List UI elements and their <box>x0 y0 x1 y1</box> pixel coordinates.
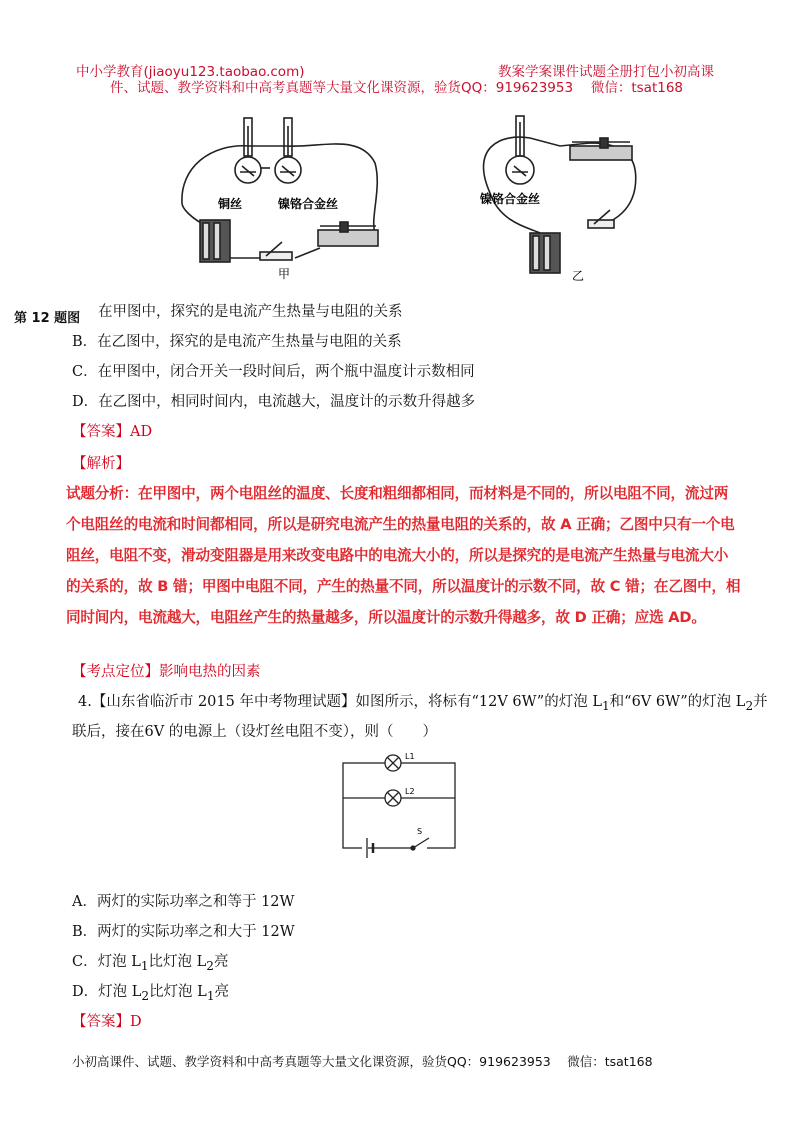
experiment-circuits-figure <box>170 108 660 288</box>
q4-option-c <box>72 950 228 973</box>
subscript: 1 <box>206 988 215 1003</box>
header-right: 教案学案课件试题全册打包小初高课 <box>498 64 714 80</box>
q3-knowledge-point <box>72 660 261 681</box>
label-jia: 甲 <box>278 267 291 281</box>
analysis-line: 的关系的，故 B 错；甲图中电阻不同，产生的热量不同，所以温度计的示数不同，故 C 错；在乙图中，相 <box>66 578 741 595</box>
header-line2: 件、试题、教学资料和中高考真题等大量文化课资源，验货QQ：919623953 微信：tsat168 <box>110 80 684 96</box>
q4-number: 4. <box>78 694 92 710</box>
q3-option-d: D．在乙图中，相同时间内，电流越大，温度计的示数升得越多 <box>72 394 476 410</box>
option-text: C．灯泡 L <box>72 954 141 970</box>
q4-answer-tag: 【答案】 <box>72 1014 130 1030</box>
subscript: 1 <box>601 698 610 713</box>
option-text: D．灯泡 L <box>72 984 142 1000</box>
q3-answer-tag: 【答案】 <box>72 424 130 440</box>
analysis-line: 个电阻丝的电流和时间都相同，所以是研究电流产生的热量电阻的关系的，故 A 正确；乙图中只有一个电 <box>66 516 735 533</box>
option-text: 亮 <box>214 984 229 1000</box>
label-nichrome-a: 镍铬合金丝 <box>278 197 339 211</box>
option-text: 比灯泡 L <box>148 954 207 970</box>
analysis-line: 阻丝，电阻不变，滑动变阻器是用来改变电路中的电流大小的，所以是探究的是电流产生热量与电流大小 <box>66 547 729 564</box>
q4-stem-text: 并 <box>753 694 768 710</box>
q4-stem-text: 如图所示，将标有“12V 6W”的灯泡 L <box>355 694 602 710</box>
q4-answer <box>72 1010 142 1031</box>
label-S: S <box>417 827 423 836</box>
q4-stem-line1 <box>78 690 768 713</box>
label-yi: 乙 <box>572 269 585 283</box>
q4-option-b: B．两灯的实际功率之和大于 12W <box>72 924 295 940</box>
figure-number: 第 12 题图 <box>14 311 81 326</box>
analysis-line: 同时间内，电流越大，电阻丝产生的热量越多，所以温度计的示数升得越多，故 D 正确；应选 AD。 <box>66 609 706 626</box>
q4-stem-text: 和“6V 6W”的灯泡 L <box>609 694 746 710</box>
parallel-circuit-diagram <box>335 748 465 858</box>
q4-source: 【山东省临沂市 2015 年中考物理试题】 <box>91 694 356 710</box>
label-L1: L1 <box>405 752 415 761</box>
q3-option-b: B．在乙图中，探究的是电流产生热量与电阻的关系 <box>72 334 402 350</box>
q4-stem-line2: 联后，接在6V 的电源上（设灯丝电阻不变），则（ ） <box>72 724 438 740</box>
label-L2: L2 <box>405 787 415 796</box>
q4-answer-value: D <box>130 1014 142 1030</box>
subscript: 2 <box>141 988 150 1003</box>
kp-tag: 【考点定位】 <box>72 664 159 680</box>
subscript: 1 <box>140 958 149 973</box>
label-nichrome-b: 镍铬合金丝 <box>480 192 541 206</box>
q3-analysis-text <box>66 478 746 633</box>
q3-analysis-tag: 【解析】 <box>72 456 130 472</box>
analysis-line: 试题分析：在甲图中，两个电阻丝的温度、长度和粗细都相同，而材料是不同的，所以电阻不同，流过两 <box>66 485 729 502</box>
subscript: 2 <box>745 698 754 713</box>
option-text: 亮 <box>213 954 229 970</box>
q3-option-a: 在甲图中，探究的是电流产生热量与电阻的关系 <box>98 304 403 320</box>
q4-option-a: A．两灯的实际功率之和等于 12W <box>72 894 295 910</box>
option-text: 比灯泡 L <box>149 984 207 1000</box>
subscript: 2 <box>206 958 214 973</box>
q3-answer-value: AD <box>130 424 153 440</box>
q3-answer <box>72 420 152 441</box>
footer-text: 小初高课件、试题、教学资料和中高考真题等大量文化课资源，验货QQ：919623953 微信：tsat168 <box>72 1054 653 1069</box>
q4-option-d <box>72 980 229 1003</box>
q3-option-c: C．在甲图中，闭合开关一段时间后，两个瓶中温度计示数相同 <box>72 364 475 380</box>
label-copper: 铜丝 <box>218 197 243 211</box>
header-left: 中小学教育(jiaoyu123.taobao.com) <box>76 64 305 80</box>
kp-value: 影响电热的因素 <box>159 664 261 680</box>
